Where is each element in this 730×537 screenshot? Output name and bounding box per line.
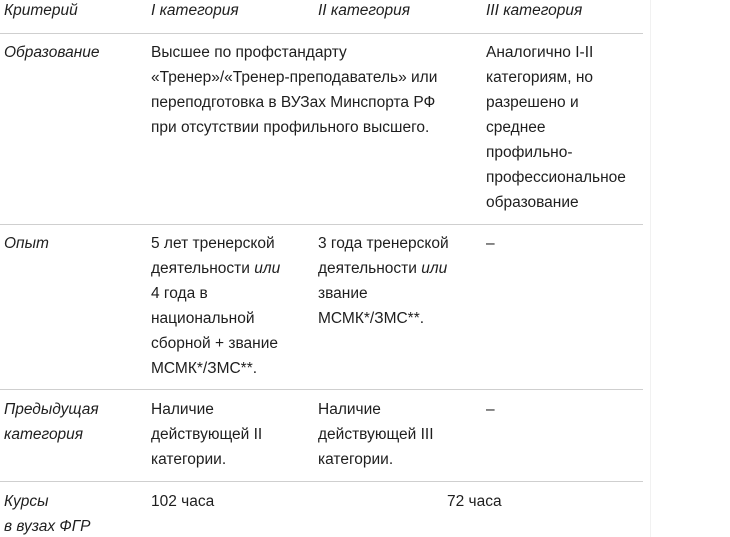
header-category-2: II категория (318, 2, 411, 19)
criterion-education: Образование (4, 44, 100, 61)
criterion-courses: Курсы в вузах ФГР (4, 493, 91, 535)
experience-cat1-or: или (254, 260, 281, 277)
experience-cat3: – (486, 235, 495, 252)
previous-category-cat2: Наличие действующей III категории. (318, 401, 434, 468)
education-cat3: Аналогично I-II категориям, но разрешено и среднее профильно- профессиональное образование (486, 44, 626, 211)
page-edge (650, 0, 651, 537)
criterion-experience: Опыт (4, 235, 49, 252)
experience-cat1 (151, 231, 280, 381)
previous-category-cat3: – (486, 401, 495, 418)
experience-cat1-part2: 4 года в национальной сборной + звание МСМК*/ЗМС**. (151, 285, 278, 377)
experience-cat2 (318, 231, 449, 331)
row-divider (0, 33, 643, 34)
experience-cat2-part2: звание МСМК*/ЗМС**. (318, 285, 425, 327)
criterion-previous-category: Предыдущая категория (4, 401, 99, 443)
experience-cat2-or: или (421, 260, 448, 277)
row-divider (0, 481, 643, 482)
previous-category-cat1: Наличие действующей II категории. (151, 401, 263, 468)
experience-cat2-part1: 3 года тренерской деятельности (318, 235, 449, 277)
header-category-3: III категория (486, 2, 583, 19)
row-divider (0, 224, 643, 225)
education-cat1-cat2: Высшее по профстандарту «Тренер»/«Тренер-преподаватель» или переподготовка в ВУЗах Минспорта РФ при отсутствии профильного высшего. (151, 44, 438, 136)
experience-cat1-part1: 5 лет тренерской деятельности (151, 235, 275, 277)
header-category-1: I категория (151, 2, 239, 19)
row-divider (0, 389, 643, 390)
courses-cat1: 102 часа (151, 493, 215, 510)
header-criterion: Критерий (4, 2, 78, 19)
courses-cat2-cat3: 72 часа (447, 493, 502, 510)
